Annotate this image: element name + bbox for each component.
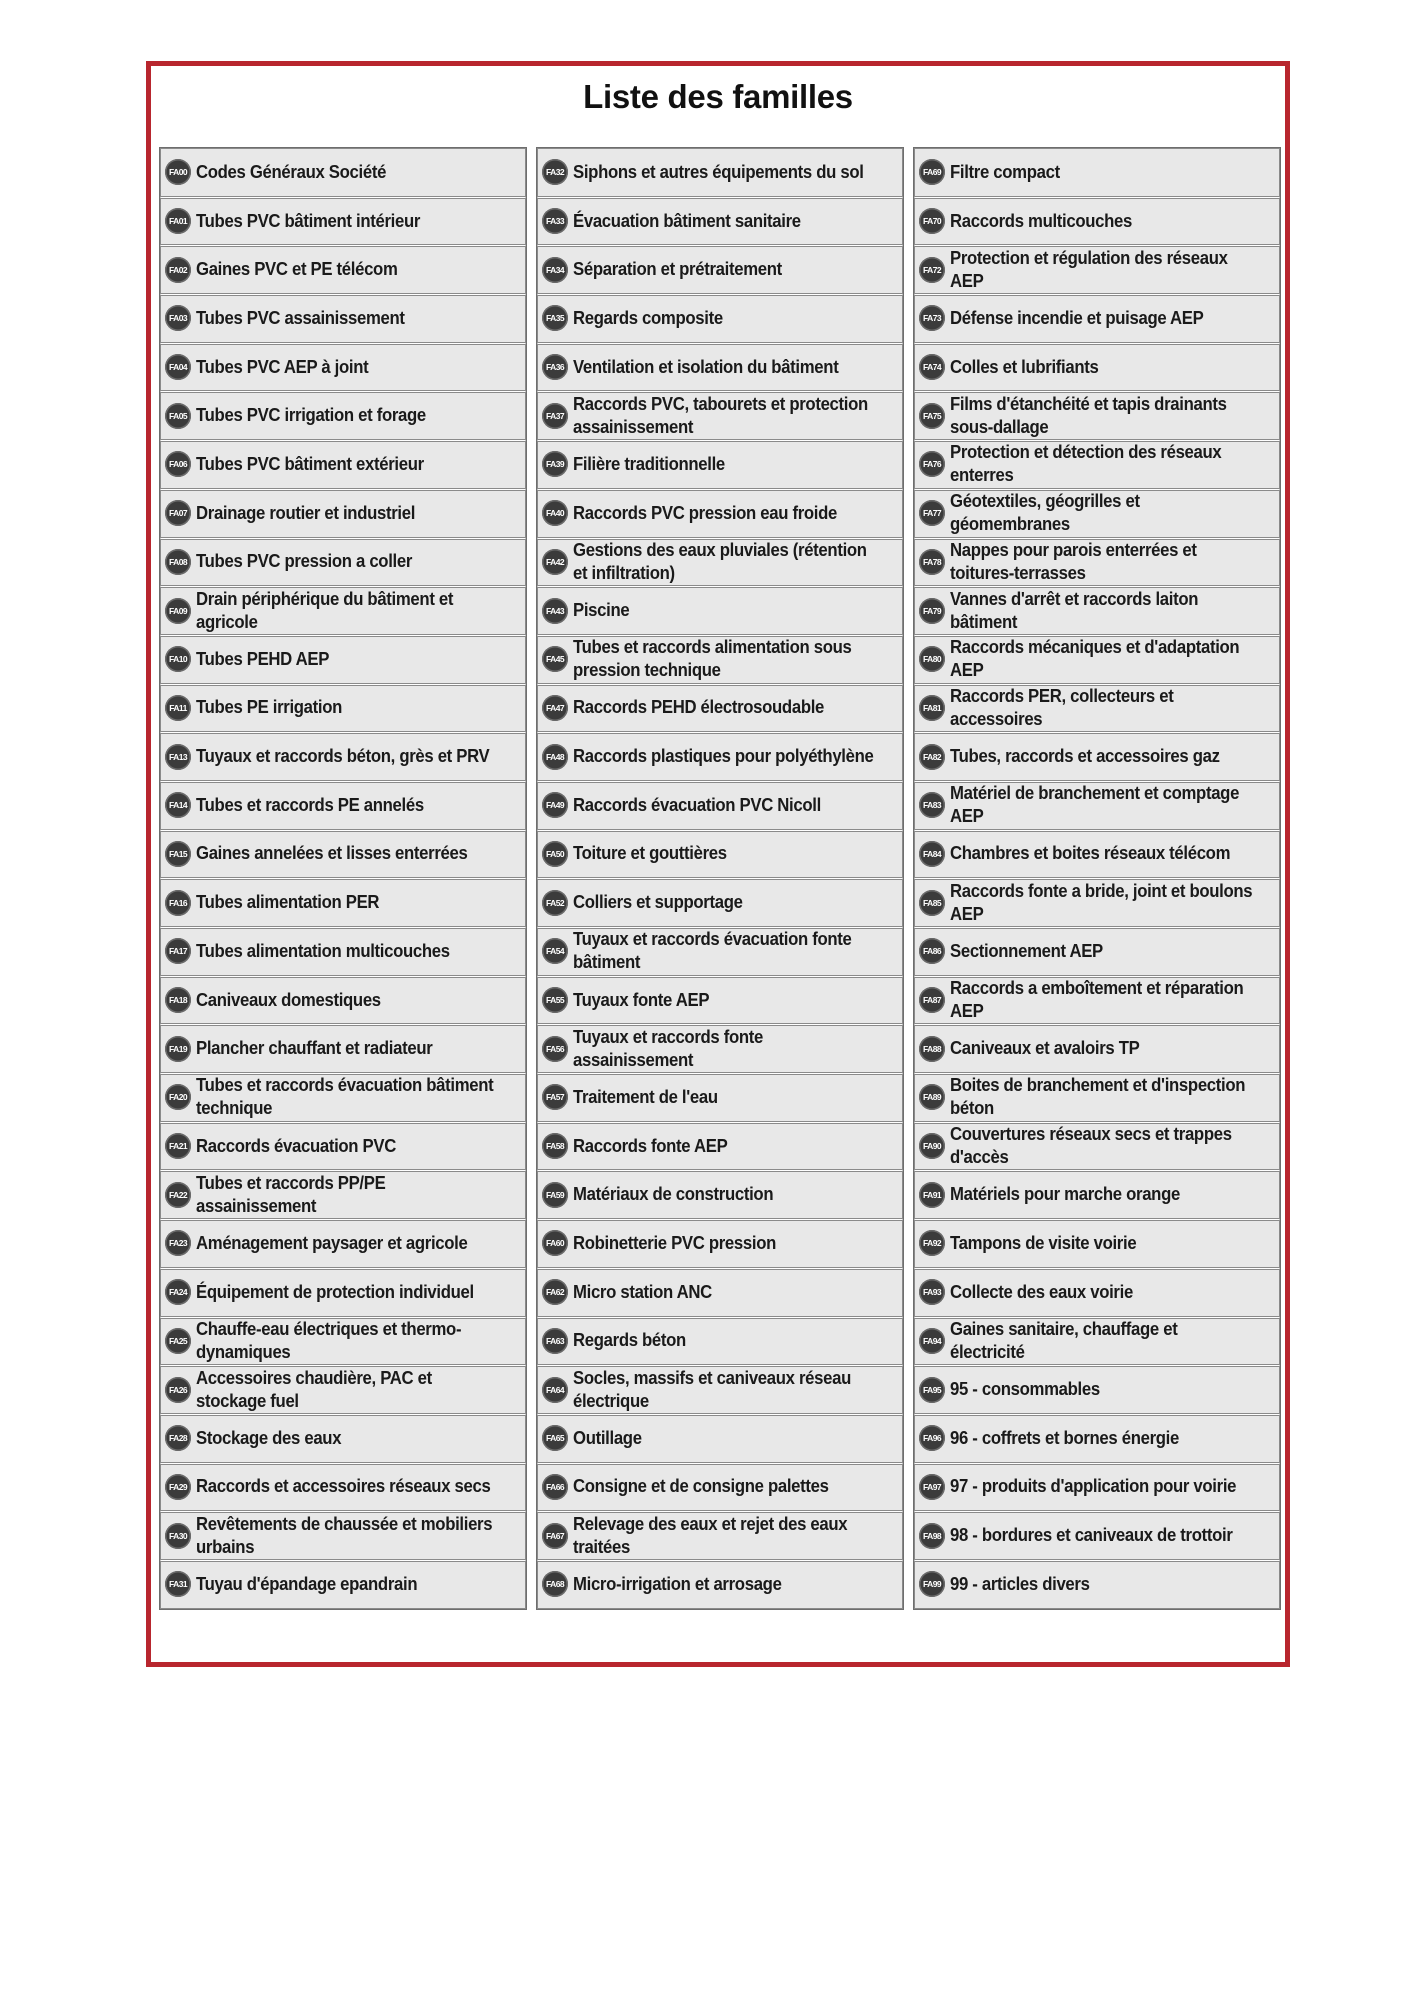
family-label: Plancher chauffant et radiateur (196, 1038, 433, 1059)
family-row (160, 1073, 526, 1122)
family-code-badge: FA84 (919, 841, 945, 867)
family-label: Tuyaux et raccords fonte assainissement (573, 1026, 764, 1070)
family-label: Traitement de l'eau (573, 1086, 718, 1107)
family-code-badge: FA08 (165, 549, 191, 575)
family-label: Tubes PEHD AEP (196, 648, 330, 669)
family-label: Tubes et raccords PP/PE assainissement (196, 1172, 386, 1216)
family-row (537, 1560, 903, 1609)
family-label: Tubes et raccords PE annelés (196, 794, 424, 815)
family-row (537, 1170, 903, 1219)
family-code-badge: FA77 (919, 500, 945, 526)
family-code-badge: FA13 (165, 744, 191, 770)
family-label: Chauffe-eau électriques et thermo-dynamiques (196, 1318, 462, 1362)
family-label: Chambres et boites réseaux télécom (950, 843, 1231, 864)
family-row (914, 1511, 1280, 1560)
family-label: Socles, massifs et caniveaux réseau électrique (573, 1367, 852, 1411)
family-code-badge: FA54 (542, 938, 568, 964)
family-code-badge: FA04 (165, 354, 191, 380)
page-title: Liste des familles (583, 78, 853, 115)
family-label: Stockage des eaux (196, 1427, 342, 1448)
family-row (914, 1122, 1280, 1171)
family-label: Tuyaux et raccords béton, grès et PRV (196, 746, 490, 767)
family-row (537, 294, 903, 343)
family-label: Défense incendie et puisage AEP (950, 307, 1204, 328)
family-label: Accessoires chaudière, PAC et stockage fuel (196, 1367, 432, 1411)
family-label: Raccords et accessoires réseaux secs (196, 1476, 491, 1497)
family-row (914, 1170, 1280, 1219)
family-label: Tubes alimentation PER (196, 892, 380, 913)
family-row (160, 1511, 526, 1560)
family-label: Sectionnement AEP (950, 940, 1103, 961)
family-label: Tubes et raccords alimentation sous pression technique (573, 637, 852, 681)
family-label: Tubes PVC pression a coller (196, 551, 413, 572)
family-code-badge: FA69 (919, 159, 945, 185)
family-label: Tubes, raccords et accessoires gaz (950, 746, 1220, 767)
family-row (160, 1560, 526, 1609)
family-row (537, 830, 903, 879)
family-code-badge: FA26 (165, 1377, 191, 1403)
family-code-badge: FA28 (165, 1425, 191, 1451)
family-code-badge: FA48 (542, 744, 568, 770)
family-code-badge: FA57 (542, 1084, 568, 1110)
family-label: Couvertures réseaux secs et trappes d'accès (950, 1124, 1232, 1168)
family-code-badge: FA87 (919, 987, 945, 1013)
family-code-badge: FA67 (542, 1523, 568, 1549)
family-label: Regards béton (573, 1330, 686, 1351)
family-code-badge: FA19 (165, 1036, 191, 1062)
family-code-badge: FA64 (542, 1377, 568, 1403)
family-row (537, 1365, 903, 1414)
family-code-badge: FA65 (542, 1425, 568, 1451)
family-label: Micro-irrigation et arrosage (573, 1573, 782, 1594)
family-label: Raccords multicouches (950, 210, 1133, 231)
family-code-badge: FA89 (919, 1084, 945, 1110)
family-label: Matériel de branchement et comptage AEP (950, 783, 1240, 827)
family-label: Boites de branchement et d'inspection béton (950, 1075, 1246, 1119)
family-code-badge: FA70 (919, 208, 945, 234)
family-row (537, 976, 903, 1025)
family-label: Tubes PVC AEP à joint (196, 356, 369, 377)
family-label: Gaines PVC et PE télécom (196, 259, 398, 280)
family-code-badge: FA86 (919, 938, 945, 964)
family-row (914, 781, 1280, 830)
family-row (160, 1219, 526, 1268)
family-row (914, 586, 1280, 635)
family-label: Raccords PVC pression eau froide (573, 502, 838, 523)
family-code-badge: FA59 (542, 1182, 568, 1208)
family-label: Aménagement paysager et agricole (196, 1232, 468, 1253)
family-row (160, 1024, 526, 1073)
family-code-badge: FA03 (165, 305, 191, 331)
family-label: Tubes PVC bâtiment extérieur (196, 453, 424, 474)
family-label: Raccords évacuation PVC (196, 1135, 396, 1156)
family-label: Gestions des eaux pluviales (rétention et infiltration) (573, 539, 867, 583)
family-code-badge: FA18 (165, 987, 191, 1013)
family-row (160, 976, 526, 1025)
family-label: Raccords PVC, tabourets et protection assainissement (573, 393, 868, 437)
family-row (537, 343, 903, 392)
family-row (914, 1268, 1280, 1317)
family-row (160, 830, 526, 879)
family-row (537, 1268, 903, 1317)
family-code-badge: FA81 (919, 695, 945, 721)
family-label: Géotextiles, géogrilles et géomembranes (950, 491, 1140, 535)
family-row (537, 245, 903, 294)
family-label: Toiture et gouttières (573, 843, 727, 864)
family-label: Filtre compact (950, 161, 1060, 182)
family-row (537, 586, 903, 635)
family-code-badge: FA76 (919, 451, 945, 477)
family-row (914, 684, 1280, 733)
family-row (160, 635, 526, 684)
family-code-badge: FA14 (165, 792, 191, 818)
family-code-badge: FA92 (919, 1230, 945, 1256)
family-code-badge: FA09 (165, 598, 191, 624)
family-code-badge: FA25 (165, 1328, 191, 1354)
family-row (914, 927, 1280, 976)
family-code-badge: FA16 (165, 890, 191, 916)
family-code-badge: FA52 (542, 890, 568, 916)
family-row (537, 197, 903, 246)
family-code-badge: FA31 (165, 1571, 191, 1597)
family-code-badge: FA99 (919, 1571, 945, 1597)
family-code-badge: FA78 (919, 549, 945, 575)
family-code-badge: FA88 (919, 1036, 945, 1062)
family-row (914, 148, 1280, 197)
family-column-3 (913, 147, 1281, 1610)
family-label: Drain périphérique du bâtiment et agricole (196, 588, 454, 632)
family-row (160, 781, 526, 830)
family-code-badge: FA20 (165, 1084, 191, 1110)
family-row (537, 927, 903, 976)
family-code-badge: FA91 (919, 1182, 945, 1208)
family-code-badge: FA98 (919, 1523, 945, 1549)
family-code-badge: FA56 (542, 1036, 568, 1062)
family-row (537, 148, 903, 197)
family-label: Raccords fonte AEP (573, 1135, 728, 1156)
family-code-badge: FA80 (919, 646, 945, 672)
family-row (160, 245, 526, 294)
family-code-badge: FA05 (165, 403, 191, 429)
family-row (914, 391, 1280, 440)
family-label: Robinetterie PVC pression (573, 1232, 777, 1253)
family-label: Codes Généraux Société (196, 161, 387, 182)
family-row (160, 586, 526, 635)
family-row (537, 1219, 903, 1268)
family-row (160, 1170, 526, 1219)
family-code-badge: FA35 (542, 305, 568, 331)
family-row (914, 830, 1280, 879)
family-label: Raccords fonte a bride, joint et boulons AEP (950, 880, 1253, 924)
family-row (160, 197, 526, 246)
family-row (914, 1219, 1280, 1268)
family-code-badge: FA33 (542, 208, 568, 234)
family-label: Outillage (573, 1427, 642, 1448)
family-label: Consigne et de consigne palettes (573, 1476, 829, 1497)
family-row (914, 1463, 1280, 1512)
family-code-badge: FA39 (542, 451, 568, 477)
family-label: Drainage routier et industriel (196, 502, 416, 523)
family-row (160, 489, 526, 538)
family-label: Tubes et raccords évacuation bâtiment technique (196, 1075, 494, 1119)
family-label: Raccords PER, collecteurs et accessoires (950, 685, 1174, 729)
family-code-badge: FA36 (542, 354, 568, 380)
family-code-badge: FA55 (542, 987, 568, 1013)
family-label: Piscine (573, 600, 630, 621)
family-label: Caniveaux domestiques (196, 989, 381, 1010)
family-row (914, 976, 1280, 1025)
family-label: Tuyaux et raccords évacuation fonte bâtiment (573, 929, 852, 973)
family-row (160, 1317, 526, 1366)
family-row (160, 684, 526, 733)
family-code-badge: FA00 (165, 159, 191, 185)
family-row (160, 927, 526, 976)
family-column-2 (536, 147, 904, 1610)
family-row (914, 294, 1280, 343)
family-code-badge: FA43 (542, 598, 568, 624)
family-label: Raccords plastiques pour polyéthylène (573, 746, 874, 767)
family-label: Tubes PVC irrigation et forage (196, 405, 426, 426)
family-code-badge: FA49 (542, 792, 568, 818)
family-row (537, 391, 903, 440)
family-row (914, 878, 1280, 927)
family-row (537, 1511, 903, 1560)
family-label: Filière traditionnelle (573, 453, 725, 474)
family-label: Vannes d'arrêt et raccords laiton bâtiment (950, 588, 1199, 632)
families-frame (146, 61, 1290, 1667)
family-code-badge: FA83 (919, 792, 945, 818)
family-row (537, 538, 903, 587)
family-code-badge: FA42 (542, 549, 568, 575)
family-label: Films d'étanchéité et tapis drainants sous-dallage (950, 393, 1227, 437)
family-code-badge: FA06 (165, 451, 191, 477)
family-code-badge: FA95 (919, 1377, 945, 1403)
family-label: Gaines annelées et lisses enterrées (196, 843, 468, 864)
family-row (537, 1317, 903, 1366)
family-label: Colles et lubrifiants (950, 356, 1099, 377)
family-label: 96 - coffrets et bornes énergie (950, 1427, 1180, 1448)
family-row (160, 294, 526, 343)
family-row (537, 1122, 903, 1171)
family-label: Tubes PE irrigation (196, 697, 343, 718)
family-row (160, 1463, 526, 1512)
family-label: Ventilation et isolation du bâtiment (573, 356, 839, 377)
family-row (914, 440, 1280, 489)
family-code-badge: FA10 (165, 646, 191, 672)
family-label: Raccords PEHD électrosoudable (573, 697, 825, 718)
family-code-badge: FA73 (919, 305, 945, 331)
family-code-badge: FA40 (542, 500, 568, 526)
family-row (914, 343, 1280, 392)
family-row (160, 1122, 526, 1171)
family-row (914, 1024, 1280, 1073)
family-row (914, 1317, 1280, 1366)
family-label: Revêtements de chaussée et mobiliers urbains (196, 1513, 493, 1557)
family-row (914, 245, 1280, 294)
family-row (160, 732, 526, 781)
family-code-badge: FA62 (542, 1279, 568, 1305)
family-label: Évacuation bâtiment sanitaire (573, 210, 801, 231)
family-label: Relevage des eaux et rejet des eaux traitées (573, 1513, 848, 1557)
family-code-badge: FA90 (919, 1133, 945, 1159)
family-code-badge: FA47 (542, 695, 568, 721)
family-row (914, 1414, 1280, 1463)
family-code-badge: FA82 (919, 744, 945, 770)
family-row (160, 343, 526, 392)
family-code-badge: FA72 (919, 257, 945, 283)
family-code-badge: FA01 (165, 208, 191, 234)
family-row (160, 538, 526, 587)
family-code-badge: FA66 (542, 1474, 568, 1500)
family-label: 99 - articles divers (950, 1573, 1090, 1594)
family-code-badge: FA79 (919, 598, 945, 624)
family-label: Équipement de protection individuel (196, 1281, 474, 1302)
family-code-badge: FA32 (542, 159, 568, 185)
family-label: Raccords évacuation PVC Nicoll (573, 794, 821, 815)
family-label: Colliers et supportage (573, 892, 743, 913)
family-code-badge: FA24 (165, 1279, 191, 1305)
family-code-badge: FA23 (165, 1230, 191, 1256)
family-label: Raccords a emboîtement et réparation AEP (950, 978, 1244, 1022)
family-code-badge: FA85 (919, 890, 945, 916)
family-label: Tubes PVC assainissement (196, 307, 405, 328)
family-row (537, 732, 903, 781)
family-label: Tubes PVC bâtiment intérieur (196, 210, 421, 231)
family-row (537, 1024, 903, 1073)
family-row (160, 1365, 526, 1414)
family-row (914, 538, 1280, 587)
family-code-badge: FA97 (919, 1474, 945, 1500)
family-code-badge: FA60 (542, 1230, 568, 1256)
family-row (914, 1073, 1280, 1122)
family-code-badge: FA29 (165, 1474, 191, 1500)
family-row (914, 1365, 1280, 1414)
family-code-badge: FA34 (542, 257, 568, 283)
family-row (537, 1073, 903, 1122)
family-row (537, 878, 903, 927)
family-row (914, 1560, 1280, 1609)
family-row (537, 489, 903, 538)
family-code-badge: FA75 (919, 403, 945, 429)
family-code-badge: FA58 (542, 1133, 568, 1159)
family-row (537, 635, 903, 684)
family-code-badge: FA02 (165, 257, 191, 283)
family-label: Tampons de visite voirie (950, 1232, 1137, 1253)
family-label: Siphons et autres équipements du sol (573, 161, 864, 182)
family-label: Tubes alimentation multicouches (196, 940, 450, 961)
family-label: 98 - bordures et caniveaux de trottoir (950, 1525, 1233, 1546)
family-code-badge: FA21 (165, 1133, 191, 1159)
family-label: Nappes pour parois enterrées et toitures-terrasses (950, 539, 1197, 583)
family-label: 97 - produits d'application pour voirie (950, 1476, 1237, 1497)
family-row (537, 1463, 903, 1512)
family-label: Caniveaux et avaloirs TP (950, 1038, 1140, 1059)
family-code-badge: FA37 (542, 403, 568, 429)
family-code-badge: FA11 (165, 695, 191, 721)
family-row (160, 1414, 526, 1463)
family-label: Micro station ANC (573, 1281, 712, 1302)
family-row (160, 148, 526, 197)
family-row (914, 635, 1280, 684)
family-label: Collecte des eaux voirie (950, 1281, 1133, 1302)
family-label: Regards composite (573, 307, 723, 328)
family-code-badge: FA50 (542, 841, 568, 867)
family-row (537, 684, 903, 733)
family-row (537, 440, 903, 489)
family-row (914, 197, 1280, 246)
family-row (160, 1268, 526, 1317)
family-label: 95 - consommables (950, 1379, 1100, 1400)
family-row (160, 878, 526, 927)
family-label: Protection et régulation des réseaux AEP (950, 247, 1228, 291)
family-code-badge: FA93 (919, 1279, 945, 1305)
family-code-badge: FA22 (165, 1182, 191, 1208)
family-label: Raccords mécaniques et d'adaptation AEP (950, 637, 1240, 681)
family-label: Matériels pour marche orange (950, 1184, 1180, 1205)
family-code-badge: FA17 (165, 938, 191, 964)
family-row (914, 732, 1280, 781)
family-row (537, 781, 903, 830)
family-row (537, 1414, 903, 1463)
family-code-badge: FA45 (542, 646, 568, 672)
family-code-badge: FA07 (165, 500, 191, 526)
family-code-badge: FA63 (542, 1328, 568, 1354)
family-label: Tuyau d'épandage epandrain (196, 1573, 418, 1594)
family-code-badge: FA96 (919, 1425, 945, 1451)
family-code-badge: FA74 (919, 354, 945, 380)
family-code-badge: FA68 (542, 1571, 568, 1597)
family-label: Matériaux de construction (573, 1184, 774, 1205)
family-label: Séparation et prétraitement (573, 259, 782, 280)
family-row (160, 391, 526, 440)
family-label: Tuyaux fonte AEP (573, 989, 710, 1010)
family-row (914, 489, 1280, 538)
family-code-badge: FA15 (165, 841, 191, 867)
family-row (160, 440, 526, 489)
family-code-badge: FA94 (919, 1328, 945, 1354)
family-label: Protection et détection des réseaux enterres (950, 442, 1222, 486)
family-code-badge: FA30 (165, 1523, 191, 1549)
family-label: Gaines sanitaire, chauffage et électricité (950, 1318, 1178, 1362)
family-column-1 (159, 147, 527, 1610)
